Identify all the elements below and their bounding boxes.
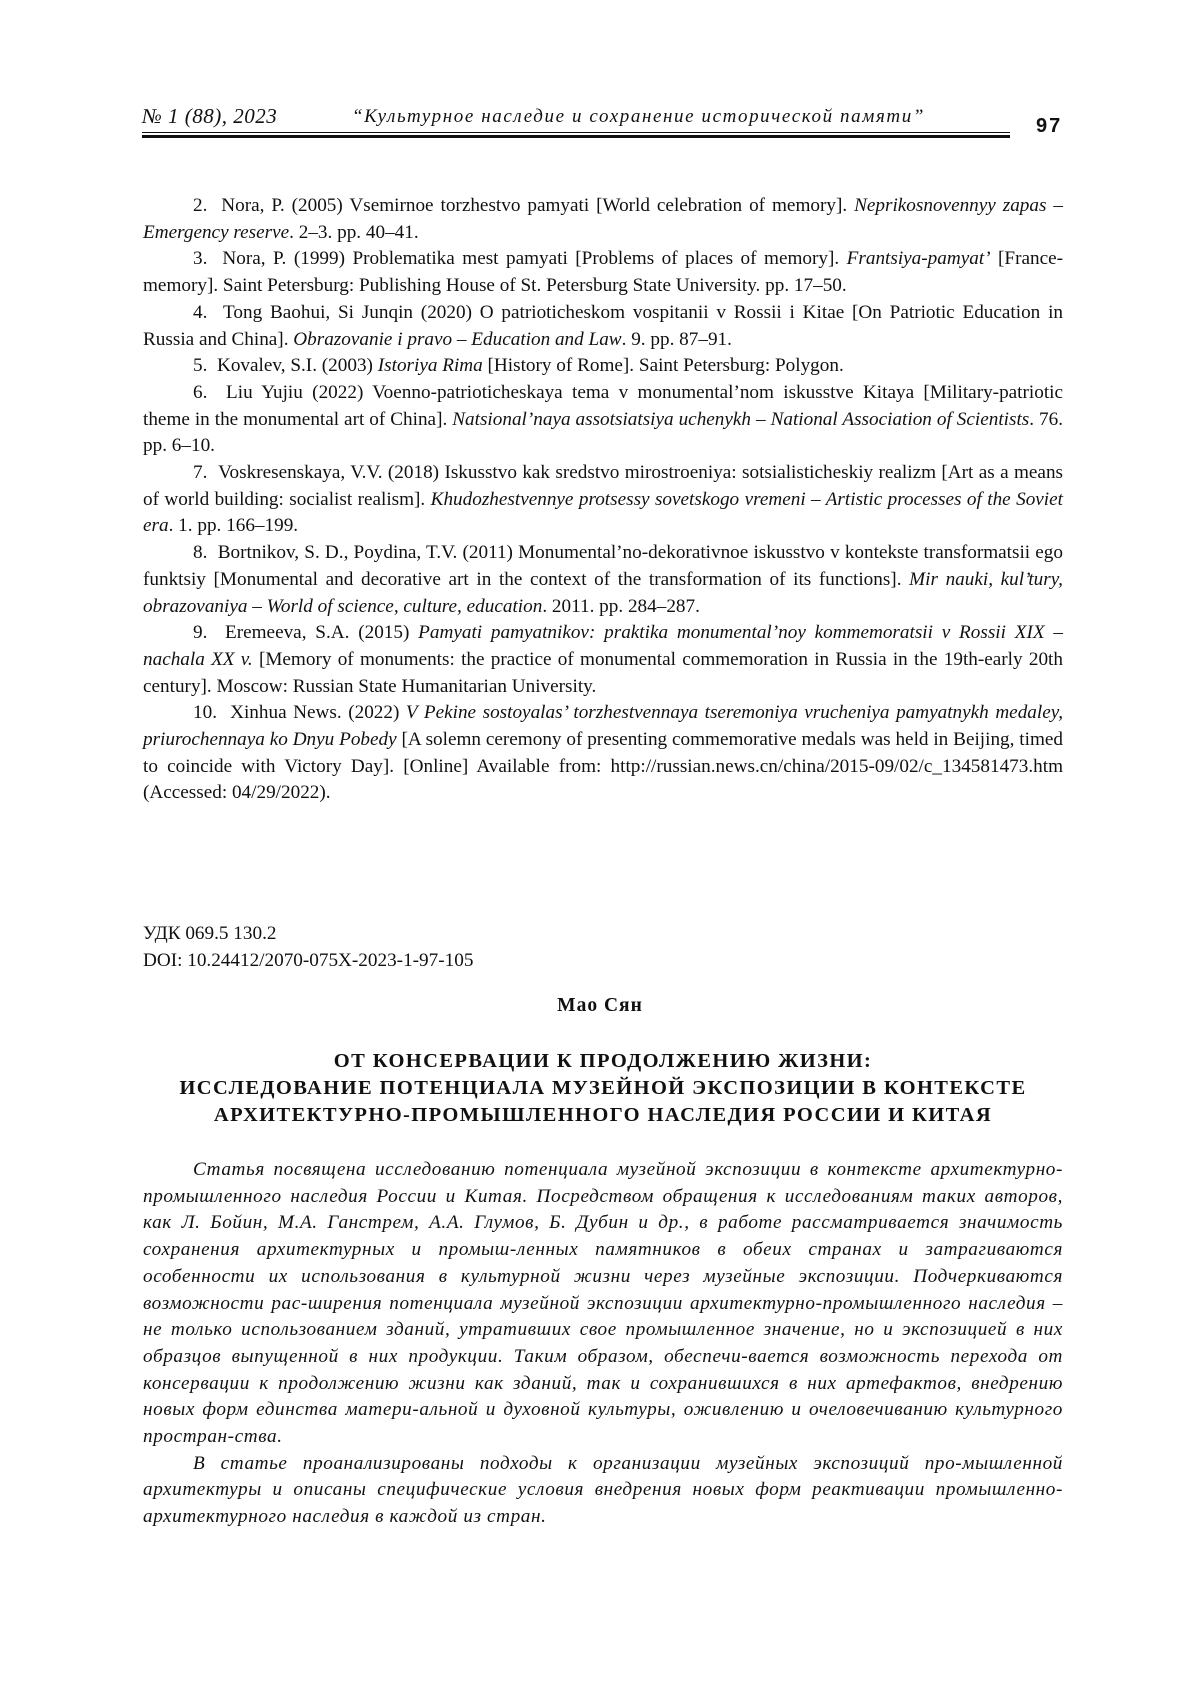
udk-code: УДК 069.5 130.2: [143, 920, 473, 947]
header-rule-thick: [142, 135, 1010, 138]
reference-item: 2. Nora, P. (2005) Vsemirnoe torzhestvo pamyati [World celebration of memory]. Neprikosnovennyy zapas – Emergency reserve. 2–3. pp. 40–41.: [143, 193, 1063, 246]
title-line: ОТ КОНСЕРВАЦИИ К ПРОДОЛЖЕНИЮ ЖИЗНИ:: [143, 1048, 1063, 1075]
running-header: [142, 100, 1010, 140]
reference-list: [143, 193, 1063, 807]
header-rule-thin: [142, 132, 1010, 133]
reference-item: 9. Eremeeva, S.A. (2015) Pamyati pamyatnikov: praktika monumental’noy kommemoratsii v Rossii XIX – nachala XX v. [Memory of monuments: the practice of monumental commemoration in Russia in the 19th-early 20th century]. Moscow: Russian State Humanitarian University.: [143, 620, 1063, 700]
reference-item: 5. Kovalev, S.I. (2003) Istoriya Rima [History of Rome]. Saint Petersburg: Polygon.: [143, 353, 1063, 380]
abstract-paragraph: В статье проанализированы подходы к организации музейных экспозиций про-мышленной архитектуры и описаны специфические условия внедрения новых форм реактивации промышленно-архитектурного наследия в каждой из стран.: [143, 1451, 1063, 1531]
page-number: 97: [1036, 115, 1062, 138]
title-line: ИССЛЕДОВАНИЕ ПОТЕНЦИАЛА МУЗЕЙНОЙ ЭКСПОЗИЦИИ В КОНТЕКСТЕ: [143, 1075, 1063, 1102]
article-metadata: [143, 920, 473, 974]
issue-number: № 1 (88), 2023: [142, 104, 277, 129]
title-line: АРХИТЕКТУРНО-ПРОМЫШЛЕННОГО НАСЛЕДИЯ РОССИИ И КИТАЯ: [143, 1102, 1063, 1129]
reference-item: 10. Xinhua News. (2022) V Pekine sostoyalas’ torzhestvennaya tseremoniya vrucheniya pamyatnykh medaley, priurochennaya ko Dnyu Pobedy [A solemn ceremony of presenting commemorative medals was held in Beijing, timed to coincide with Victory Day]. [Online] Available from: http://russian.news.cn/china/2015-09/02/c_134581473.htm (Accessed: 04/29/2022).: [143, 700, 1063, 807]
reference-item: 8. Bortnikov, S. D., Poydina, T.V. (2011) Monumental’no-dekorativnoe iskusstvo v kontekste transformatsii ego funktsiy [Monumental and decorative art in the context of the transformation of its functions]. Mir nauki, kul’tury, obrazovaniya – World of science, culture, education. 2011. pp. 284–287.: [143, 540, 1063, 620]
reference-item: 3. Nora, P. (1999) Problematika mest pamyati [Problems of places of memory]. Frantsiya-pamyat’ [France-memory]. Saint Petersburg: Publishing House of St. Petersburg State University. pp. 17–50.: [143, 246, 1063, 299]
reference-item: 4. Tong Baohui, Si Junqin (2020) O patrioticheskom vospitanii v Rossii i Kitae [On Patriotic Education in Russia and China]. Obrazovanie i pravo – Education and Law. 9. pp. 87–91.: [143, 300, 1063, 353]
doi-link[interactable]: DOI: 10.24412/2070-075X-2023-1-97-105: [143, 947, 473, 974]
article-title: [143, 1048, 1063, 1129]
abstract: [143, 1157, 1063, 1531]
author-name: Мао Сян: [0, 995, 1200, 1017]
reference-item: 6. Liu Yujiu (2022) Voenno-patrioticheskaya tema v monumental’nom iskusstve Kitaya [Military-patriotic theme in the monumental art of China]. Natsional’naya assotsiatsiya uchenykh – National Association of Scientists. 76. pp. 6–10.: [143, 380, 1063, 460]
journal-title: “Культурное наследие и сохранение исторической памяти”: [352, 106, 925, 128]
reference-item: 7. Voskresenskaya, V.V. (2018) Iskusstvo kak sredstvo mirostroeniya: sotsialisticheskiy realizm [Art as a means of world building: socialist realism]. Khudozhestvennye protsessy sovetskogo vremeni – Artistic processes of the Soviet era. 1. pp. 166–199.: [143, 460, 1063, 540]
abstract-paragraph: Статья посвящена исследованию потенциала музейной экспозиции в контексте архитектурно-промышленного наследия России и Китая. Посредством обращения к исследованиям таких авторов, как Л. Бойин, М.А. Ганстрем, А.А. Глумов, Б. Дубин и др., в работе рассматривается значимость сохранения архитектурных и промыш-ленных памятников в обеих странах и затрагиваются особенности их использования в культурной жизни через музейные экспозиции. Подчеркиваются возможности рас-ширения потенциала музейной экспозиции архитектурно-промышленного наследия – не только использованием зданий, утративших свое промышленное значение, но и экспозицией в них образцов выпущенной в них продукции. Таким образом, обеспечи-вается возможность перехода от консервации к продолжению жизни как зданий, так и сохранившихся в них артефактов, внедрению новых форм единства матери-альной и духовной культуры, оживлению и очеловечиванию культурного простран-ства.: [143, 1157, 1063, 1451]
